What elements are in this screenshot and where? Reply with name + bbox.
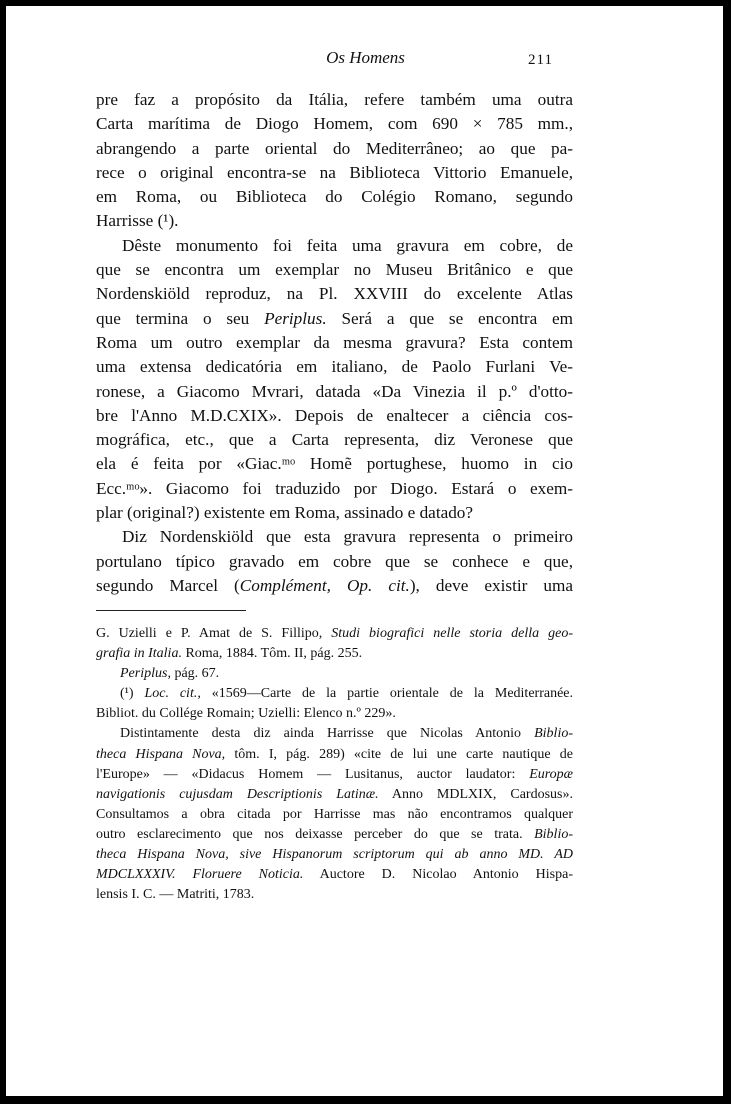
text-line: Dêste monumento foi feita uma gravura em cobre, de [122, 235, 573, 255]
running-header-title: Os Homens [326, 48, 405, 67]
footnotes [96, 624, 573, 905]
footnote-line [96, 825, 573, 845]
text-line [96, 307, 573, 331]
text-line: Nordenskiöld reproduz, na Pl. XXVIII do excelente Atlas [96, 284, 573, 304]
text-line: portulano típico gravado em cobre que se conhece e que, [96, 551, 573, 571]
footnote-line: lensis I. C. — Matriti, 1783. [96, 887, 255, 903]
text-run: ), deve existir uma [409, 575, 573, 595]
text-line [96, 574, 573, 598]
text-line: uma extensa dedicatória em italiano, de Paolo Furlani Ve- [96, 357, 573, 377]
footnote-line [96, 684, 573, 704]
text-line: pre faz a propósito da Itália, refere também uma outra [96, 90, 573, 109]
text-line: Diz Nordenskiöld que esta gravura representa o primeiro [122, 527, 573, 547]
text-line: mográfica, etc., que a Carta representa, diz Veronese que [96, 430, 573, 450]
footnote-line [96, 785, 573, 805]
text-line: Ecc.ᵐᵒ». Giacomo foi traduzido por Diogo. Estará o exem- [96, 478, 573, 498]
footnote-line [96, 644, 573, 664]
text-line: em Roma, ou Biblioteca do Colégio Romano, segundo [96, 187, 573, 207]
footnote-text: «1569—Carte de la partie orientale de la Mediterranée. [211, 686, 573, 702]
page-number: 211 [528, 52, 553, 68]
footnote-line [96, 765, 573, 785]
footnote-italic: grafia in Italia. [96, 646, 182, 662]
footnote-text: G. Uzielli e P. Amat de S. Fillipo, [96, 626, 323, 641]
footnote-line [96, 664, 573, 684]
footnote-text: Distintamente desta diz ainda Harrisse que Nicolas Antonio [120, 726, 522, 742]
footnote-line: Consultamos a obra citada por Harrisse mas não encontramos qualquer [96, 806, 573, 822]
text-line: abrangendo a parte oriental do Mediterrâneo; ao que pa- [96, 138, 573, 158]
footnote-italic: navigationis cujusdam Descriptionis Latinæ. [96, 786, 379, 802]
text-run: segundo Marcel ( [96, 575, 240, 595]
footnote-italic: Studi biografici nelle storia della geo- [331, 626, 573, 641]
text-line: plar (original?) existente em Roma, assinado e datado? [96, 503, 474, 523]
italic-title: Complément, Op. cit. [239, 575, 410, 595]
footnote-line [96, 745, 573, 765]
footnote-line [96, 865, 573, 885]
footnote-italic: MDCLXXXIV. Floruere Noticia. [96, 867, 304, 883]
footnote-text: Anno MDLXIX, Cardosus». [391, 786, 573, 802]
text-line: ronese, a Giacomo Mvrari, datada «Da Vinezia il p.º d'otto- [96, 381, 573, 401]
footnote-marker: (¹) [120, 686, 134, 702]
text-run: que termina o seu [96, 308, 250, 328]
text-run: Será a que se encontra em [341, 308, 574, 328]
footnote-italic: Biblio- [534, 826, 573, 842]
footnote-divider [96, 610, 246, 611]
text-line: ela é feita por «Giac.ᵐᵒ Homẽ portughese, huomo in cio [96, 454, 573, 474]
footnote-line [96, 724, 573, 744]
text-line: Harrisse (¹). [96, 211, 179, 231]
footnote-italic: Europæ [529, 766, 574, 782]
footnote-line: Bibliot. du Collége Romain; Uzielli: Elenco n.º 229». [96, 706, 396, 722]
footnote-line [96, 624, 573, 644]
footnote-italic: Loc. cit., [144, 686, 201, 702]
footnote-line [96, 845, 573, 865]
footnote-text: pág. 67. [174, 666, 220, 682]
footnote-text: outro esclarecimento que nos deixasse perceber do que se trata. [96, 826, 523, 842]
text-line: rece o original encontra-se na Biblioteca Vittorio Emanuele, [96, 162, 573, 182]
footnote-text: l'Europe» — «Didacus Homem — Lusitanus, auctor laudator: [96, 766, 516, 782]
footnote-italic: Biblio- [534, 726, 573, 742]
text-line: Roma um outro exemplar da mesma gravura? Esta contem [96, 332, 573, 352]
footnote-text: Roma, 1884. Tôm. II, pág. 255. [185, 646, 363, 662]
footnote-italic: theca Hispana Nova, [96, 746, 226, 762]
footnote-italic: Periplus, [120, 666, 171, 682]
text-line: bre l'Anno M.D.CXIX». Depois de enaltecer a ciência cos- [96, 405, 573, 425]
text-line: Carta marítima de Diogo Homem, com 690 × 785 mm., [96, 114, 573, 134]
body-text [96, 88, 573, 598]
italic-title: Periplus. [264, 308, 327, 328]
footnote-text: Auctore D. Nicolao Antonio Hispa- [319, 867, 573, 883]
text-line: que se encontra um exemplar no Museu Britânico e que [96, 260, 573, 280]
footnote-italic: theca Hispana Nova, sive Hispanorum scriptorum qui ab anno MD. AD [96, 847, 573, 863]
footnote-text: tôm. I, pág. 289) «cite de lui une carte nautique de [234, 746, 573, 762]
